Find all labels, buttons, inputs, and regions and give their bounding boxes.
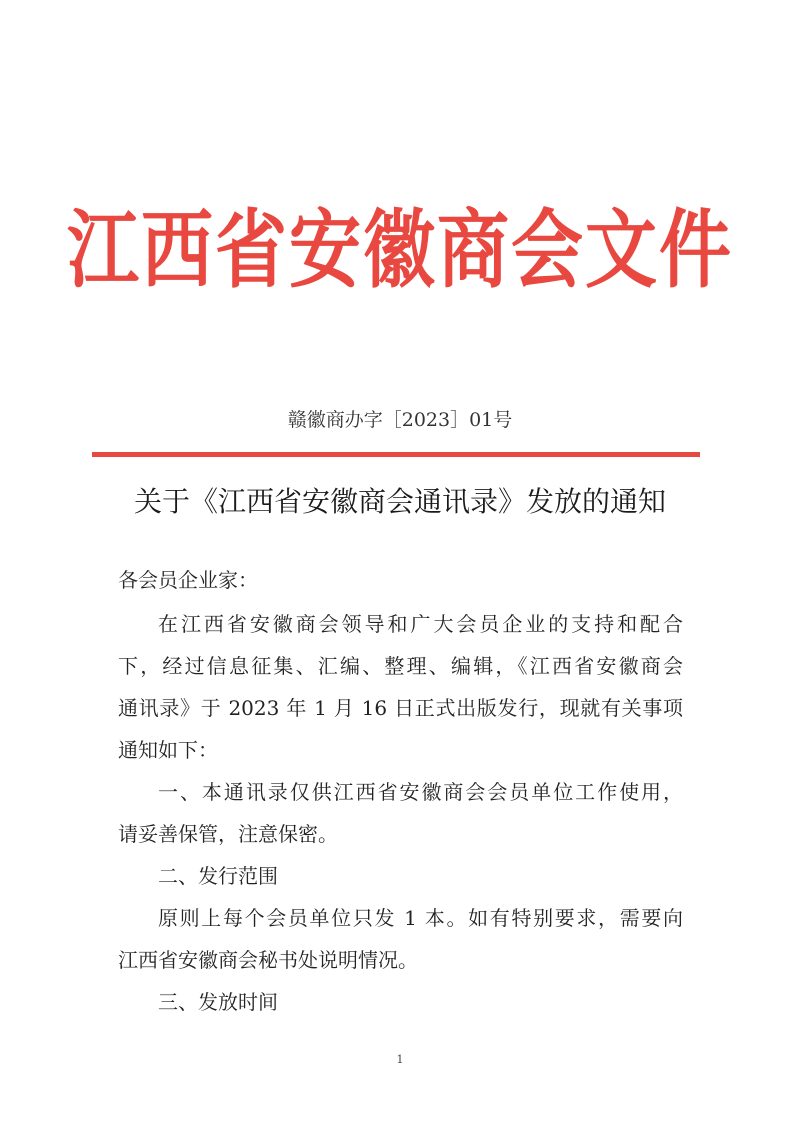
item-one-line: 一、本通讯录仅供江西省安徽商会会员单位工作使用，	[158, 780, 683, 804]
document-number: 赣徽商办字［2023］01号	[287, 409, 513, 431]
paragraph-line: 在江西省安徽商会领导和广大会员企业的支持和配合	[158, 612, 683, 636]
item-two-heading: 二、发行范围	[158, 864, 278, 888]
paragraph-line: 下，经过信息征集、汇编、整理、编辑，《江西省安徽商会	[118, 654, 683, 678]
paragraph-line: 通知如下：	[118, 738, 218, 762]
red-divider-rule	[92, 452, 700, 457]
paragraph-line: 通讯录》于 2023 年 1 月 16 日正式出版发行，现就有关事项	[118, 696, 683, 720]
notice-title: 关于《江西省安徽商会通讯录》发放的通知	[133, 485, 666, 518]
item-two-line: 江西省安徽商会秘书处说明情况。	[118, 948, 418, 972]
page-number: 1	[396, 1053, 404, 1066]
item-three-heading: 三、发放时间	[158, 990, 278, 1014]
item-one-line: 请妥善保管，注意保密。	[118, 822, 338, 846]
item-two-line: 原则上每个会员单位只发 1 本。如有特别要求，需要向	[158, 906, 683, 930]
document-masthead: 江西省安徽商会文件	[66, 199, 733, 300]
salutation: 各会员企业家：	[118, 568, 258, 592]
